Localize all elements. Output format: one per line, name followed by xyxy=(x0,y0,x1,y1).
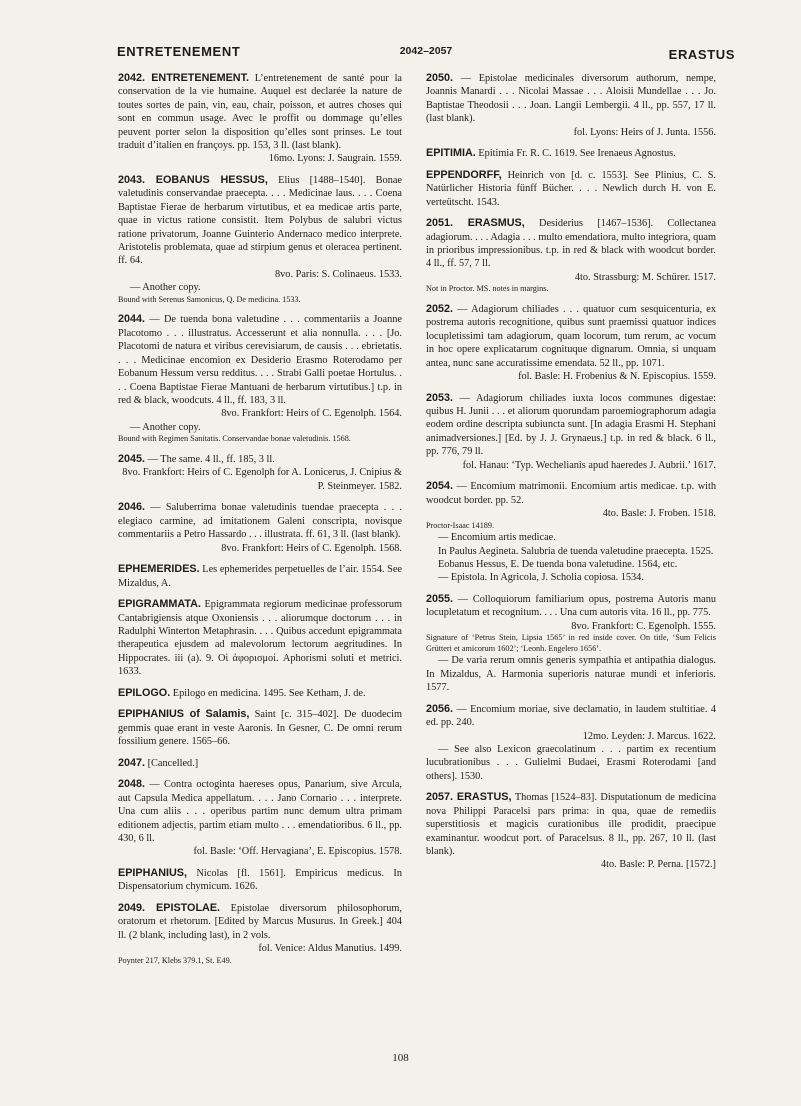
entry-heading: 2045. xyxy=(118,452,146,465)
entry-body: L’entretenement de santé pour la conservation de la vie humaine. Auquel est declarée la nature de toutes sortes de pain, vin, eau, chair, poisson, et autres choses qui sont en commun usage. Avec le proffit ou dommage qu’elles peuvent porter selon la disposition qu’elles sont prinses. Le tout traduit d’italien en françoys. pp. 153, 3 ll. (last blank). xyxy=(118,73,403,152)
catalogue-entry xyxy=(118,174,402,305)
entry-body: Heinrich von [d. c. 1553]. See Plinius, C. S. Natürlicher Historia fünff Bücher. . . . Newlich durch H. von E. verteütscht. 1543. xyxy=(426,169,716,208)
entry-text xyxy=(118,757,402,770)
entry-heading: 2047. xyxy=(118,756,146,769)
entry-heading: 2048. xyxy=(118,778,146,791)
catalogue-entry xyxy=(118,453,402,493)
entry-body: — Colloquiorum familiarium opus, postrema Autoris manu locupletatum et recognitum. . . . Una cum autoris vita. 16 ll., pp. 775. xyxy=(426,593,716,619)
entry-heading: 2057. ERASTUS, xyxy=(426,791,512,804)
entry-body: — Epistolae medicinales diversorum authorum, nempe, Joannis Manardi . . . Nicolai Massae . . . Aloisii Mundellae . . . Jo. Baptistae Theodosii . . . Joan. Langii Lembergii. 4 ll., pp. 557, 17 ll. (last blank). xyxy=(426,73,716,125)
entry-body: Epitimia Fr. R. C. 1619. See Irenaeus Agnostus. xyxy=(478,148,676,160)
entry-imprint: 4to. Basle: P. Perna. [1572.] xyxy=(601,859,716,871)
catalogue-entry xyxy=(426,147,716,160)
entry-heading: 2052. xyxy=(426,303,454,316)
catalogue-entry xyxy=(118,563,402,590)
entry-body: Desiderius [1467–1536]. Collectanea adagiorum. . . . Adagia . . . multo emendatiora, multo integriora, quam in prioribus impressionibus. t.p. in red & black with woodcut border. 4 ll., ff. 57, 7 ll. xyxy=(426,218,716,270)
entry-text xyxy=(118,687,402,700)
entry-text xyxy=(118,778,402,845)
entry-body: — De tuenda bona valetudine . . . commentariis a Joanne Placotomo . . . illustratus. Accesserunt et alia nonnulla. . . . [Jo. Placotomi de natura et viribus cerevisiarum, de causis . . . ebrietatis. . . . Medicinae encomion ex Desiderio Erasmo Roterodamo per Eobanum Hessum versu redditus. . . . Strabi Galli poetae Hortulus. . . . Coena Baptistae Fierae Mantuani de herbarum virtutibus.] t.p. in red & black, woodcuts. 4 ll., ff. 183, 3 ll. xyxy=(118,314,402,406)
catalogue-entry xyxy=(118,867,402,894)
catalogue-entry xyxy=(118,687,402,700)
entry-text xyxy=(118,72,402,152)
running-head xyxy=(117,44,735,64)
entry-text xyxy=(118,501,402,541)
sub-entry-note: Bound with Regimen Sanitatis. Conservandae bonae valetudinis. 1568. xyxy=(118,434,351,444)
entry-body: [Cancelled.] xyxy=(147,757,199,769)
entry-text xyxy=(118,902,402,942)
catalogue-entry xyxy=(426,480,716,584)
entry-heading: EPIPHANIUS, xyxy=(118,866,187,879)
entry-text xyxy=(426,703,716,730)
catalogue-entry xyxy=(118,313,402,444)
entry-heading: 2044. xyxy=(118,313,146,326)
page-number: 108 xyxy=(392,1052,409,1064)
entry-body: — Encomium moriae, sive declamatio, in laudem stultitiae. 4 ed. pp. 240. xyxy=(426,703,716,729)
entry-imprint: 8vo. Frankfort: Heirs of C. Egenolph. 1568. xyxy=(221,542,402,554)
entry-imprint: 8vo. Frankfort: Heirs of C. Egenolph. 1564. xyxy=(221,408,402,420)
entry-body: Saint [c. 315–402]. De duodecim gemmis quae erant in veste Aaronis. In Gesner, C. De omni rerum fossilium genere. 1565–66. xyxy=(118,709,402,748)
entry-imprint: fol. Basle: ‘Off. Hervagiana’, E. Episcopius. 1578. xyxy=(193,846,402,858)
entry-imprint: 12mo. Leyden: J. Marcus. 1622. xyxy=(582,730,716,742)
catalogue-entry xyxy=(118,778,402,858)
sub-entry: In Paulus Aegineta. Salubria de tuenda valetudine praecepta. 1525. xyxy=(438,545,714,557)
entry-body: Epigrammata regiorum medicinae professorum Cantabrigiensis atque Oxoniensis . . . aliorumque doctorum . . . in Radulphi Winterton Metaphrasin. . . . Quibus accedunt epigrammata therapeutica ejusdem ad malevolorum lectorum aegritudines. In Hippocrates. iii (a). 9. Οἱ ἀφορισμοί. Aphorismi soluti et metrici. 1633. xyxy=(118,599,403,678)
catalogue-entry xyxy=(118,501,402,555)
entry-text xyxy=(118,174,402,268)
entry-heading: 2050. xyxy=(426,72,454,84)
entry-body: Thomas [1524–83]. Disputationum de medicina nova Philippi Paracelsi pars prima: in qua, quae de remediis superstitiosis et magicis curationibus ille prodidit, praecipue examinantur. woodcut port. of Paracelsus. 8 ll., pp. 267, 10 ll. (last blank). xyxy=(426,792,717,857)
entry-imprint: fol. Lyons: Heirs of J. Junta. 1556. xyxy=(573,126,716,138)
catalogue-entry xyxy=(426,169,716,209)
entry-heading: 2046. xyxy=(118,501,146,514)
entry-heading: EPILOGO. xyxy=(118,686,171,699)
entry-body: — Encomium matrimonii. Encomium artis medicae. t.p. with woodcut border. pp. 52. xyxy=(426,481,716,506)
entry-heading: EPPENDORFF, xyxy=(426,168,502,181)
entry-heading: 2056. xyxy=(426,702,454,715)
entry-heading: EPHEMERIDES. xyxy=(118,563,200,576)
entry-note: Not in Proctor. MS. notes in margins. xyxy=(426,284,549,294)
catalogue-entry xyxy=(426,72,716,139)
catalogue-entry xyxy=(118,72,402,166)
catalogue-entry xyxy=(426,703,716,783)
entry-note: Poynter 217, Klebs 379.1, St. E49. xyxy=(118,955,232,965)
entry-text xyxy=(118,708,402,748)
sub-entry: — Encomium artis medicae. xyxy=(438,532,556,544)
entry-heading: 2055. xyxy=(426,592,454,605)
entry-heading: 2053. xyxy=(426,391,454,404)
entry-body: — Saluberrima bonae valetudinis tuendae praecepta . . . elegiaco carmine, ad imitationem Galeni conscripta, novisque commentariis a Petro Hassardo . . . illustrata. ff. 61, 3 ll. (last blank). xyxy=(118,502,402,541)
catalogue-entry xyxy=(426,217,716,295)
entry-imprint: 8vo. Frankfort: Heirs of C. Egenolph for A. Lonicerus, J. Cnipius & P. Steinmeyer. 1582. xyxy=(122,467,402,492)
catalogue-entry xyxy=(118,757,402,770)
entry-body: — Adagiorum chiliades iuxta locos communes digestae: quibus H. Junii . . . et aliorum quorundam paroemiographorum adagia eodem ordine descripta subiuncta sunt. [In adagia Erasmi H. Stephani animadversiones.] [Ed. by J. J. Grynaeus.] t.p. in red & black. 6 ll., pp. 776, 79 ll. xyxy=(426,392,717,458)
catalogue-entry xyxy=(118,708,402,748)
entry-text xyxy=(118,598,402,678)
entry-imprint: fol. Hanau: ‘Typ. Wechelianis apud haeredes J. Aubrii.’ 1617. xyxy=(462,459,716,471)
sub-entry-note: Bound with Serenus Samonicus, Q. De medicina. 1533. xyxy=(118,294,301,304)
entry-text xyxy=(118,563,402,590)
sub-entry: — De varia rerum omnis generis sympathia et antipathia dialogus. In Mizaldus, A. Harmonia superioris naturae mundi et inferioris. 1577. xyxy=(426,655,716,694)
entry-text xyxy=(426,303,716,370)
entry-heading: EPIPHANIUS of Salamis, xyxy=(118,708,250,721)
entry-text xyxy=(426,791,716,858)
catalogue-entry xyxy=(118,598,402,678)
entry-text xyxy=(118,453,402,466)
entry-text xyxy=(426,593,716,620)
entry-note: Proctor-Isaac 14189. xyxy=(426,520,495,530)
entry-body: Nicolas [fl. 1561]. Empiricus medicus. In Dispensatorium chymicum. 1626. xyxy=(118,867,402,893)
entry-imprint: 4to. Strassburg: M. Schürer. 1517. xyxy=(574,271,716,283)
entry-body: — Adagiorum chiliades . . . quatuor cum sesquicenturia, ex postrema autoris recognitione, quibus sunt praemissi quatuor indices locupletissimi tam adagiorum, quam locorum, tum rerum, ac vocum in hoc opere explicatarum cognituque dignarum. Omnia, si unquam antea, nunc sane accuratissime emendata. 52 ll., pp. 1071. xyxy=(426,304,716,369)
sub-entry: — Another copy. xyxy=(130,421,201,433)
entry-heading: 2049. EPISTOLAE. xyxy=(118,901,221,914)
entry-heading: EPITIMIA. xyxy=(426,147,476,160)
entry-text xyxy=(426,217,716,271)
sub-entry: — Epistola. In Agricola, J. Scholia copiosa. 1534. xyxy=(438,572,644,584)
entry-imprint: 8vo. Paris: S. Colinaeus. 1533. xyxy=(275,268,402,280)
entry-text xyxy=(426,169,716,209)
entry-text xyxy=(426,480,716,507)
entry-body: — Contra octoginta haereses opus, Panarium, sive Arcula, aut Capsula Medica appellatum. . . . Jano Cornario . . . interprete. Una cum aliis . . . operibus partim nunc demum ultra primam editionem adjectis, partim etiam multo . . . emendatioribus. 6 ll., pp. 430, 6 ll. xyxy=(118,779,403,844)
entry-text xyxy=(426,392,716,459)
entry-heading: 2051. ERASMUS, xyxy=(426,217,525,230)
entry-imprint: fol. Venice: Aldus Manutius. 1499. xyxy=(258,943,402,955)
entry-heading: 2054. xyxy=(426,480,454,493)
entry-body: Epilogo en medicina. 1495. See Ketham, J. de. xyxy=(172,687,366,699)
catalogue-entry xyxy=(426,303,716,383)
entry-heading: 2043. EOBANUS HESSUS, xyxy=(118,174,268,187)
running-head-range: 2042–2057 xyxy=(399,45,453,57)
right-column xyxy=(426,72,716,880)
sub-entry: — See also Lexicon graecolatinum . . . partim ex recentium lucubrationibus . . . Gulielmi Budaei, Erasmi Roterodami [and others]. 1530. xyxy=(426,743,716,782)
entry-text xyxy=(118,313,402,407)
entry-heading: EPIGRAMMATA. xyxy=(118,598,201,611)
entry-body: Elius [1488–1540]. Bonae valetudinis conservandae praecepta. . . . Medicinae laus. . . . Coena Baptistae Fierae de herbarum virtutibus, et ea medicae artis parte, quae in victus ratione consistit. Item Polybus de salubri victus ratione privatorum, Joanne Guinterio Andernaco medico interprete. Aristotelis problemata, quae ad stirpium genus et oleracea pertinent. ff. 64. xyxy=(118,175,402,267)
entry-heading: 2042. ENTRETENEMENT. xyxy=(118,72,249,84)
entry-body: Les ephemerides perpetuelles de l’air. 1554. See Mizaldus, A. xyxy=(118,564,403,589)
entry-imprint: fol. Basle: H. Frobenius & N. Episcopius. 1559. xyxy=(518,371,716,383)
catalogue-entry xyxy=(426,791,716,871)
left-column xyxy=(118,72,402,974)
entry-imprint: 16mo. Lyons: J. Saugrain. 1559. xyxy=(268,153,402,165)
sub-entry: Eobanus Hessus, E. De tuenda bona valetudine. 1564, etc. xyxy=(438,558,678,570)
entry-body: — The same. 4 ll., ff. 185, 3 ll. xyxy=(147,453,275,465)
entry-imprint: 4to. Basle: J. Froben. 1518. xyxy=(602,508,716,520)
catalogue-entry xyxy=(118,902,402,966)
entry-text xyxy=(118,867,402,894)
entry-body: Epistolae diversorum philosophorum, oratorum et rhetorum. [Edited by Marcus Musurus. In Greek.] 404 ll. (2 blank, including last), in 2 vols. xyxy=(118,902,403,941)
running-head-right: ERASTUS xyxy=(668,47,735,62)
catalogue-entry xyxy=(426,593,716,695)
catalogue-entry xyxy=(426,392,716,472)
entry-text xyxy=(426,72,716,126)
entry-text xyxy=(426,147,716,160)
entry-imprint: 8vo. Frankfort: C. Egenolph. 1555. xyxy=(571,620,716,632)
sub-entry: — Another copy. xyxy=(130,282,201,294)
running-head-left: ENTRETENEMENT xyxy=(117,44,241,59)
entry-note: Signature of ‘Petrus Stein, Lipsia 1565’ in red inside cover. On title, ‘Sum Felicis Grütteri et amicorum 1602’; ‘Leonh. Engelero 1656’. xyxy=(426,633,716,653)
